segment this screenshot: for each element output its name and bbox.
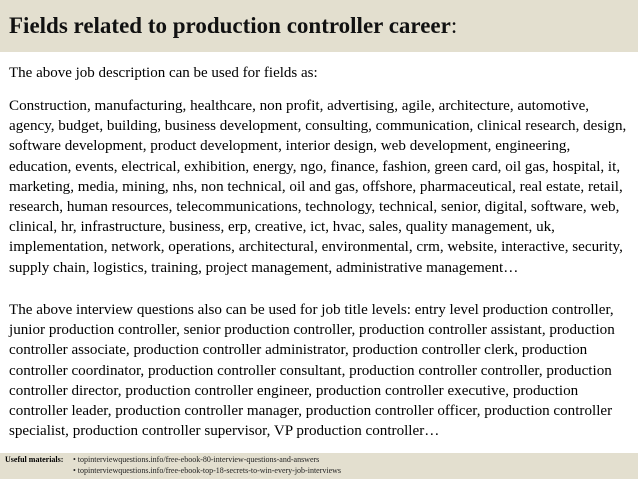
footer-link[interactable]: • topinterviewquestions.info/free-ebook-top-18-secrets-to-win-every-job-interviews bbox=[73, 466, 342, 475]
job-levels-paragraph: The above interview questions also can be used for job title levels: entry level production controller, junior production controller, senior production controller, production controller assistant, production controller associate, production controller administrator, production controller clerk, production controller coordinator, production controller consultant, production controller controller, production controller director, production controller engineer, production controller executive, production controller leader, production controller manager, production controller officer, production controller specialist, production controller supervisor, VP production controller… bbox=[9, 302, 615, 440]
footer-link[interactable]: • topinterviewquestions.info/free-ebook-80-interview-questions-and-answers bbox=[73, 455, 320, 464]
slide-title bbox=[9, 13, 457, 39]
fields-paragraph: Construction, manufacturing, healthcare, non profit, advertising, agile, architecture, automotive, agency, budget, building, business development, consulting, communication, clinical research, design, software development, product development, interior design, web development, engineering, education, events, electrical, exhibition, energy, ngo, finance, fashion, green card, oil gas, hospital, it, marketing, media, mining, nhs, non technical, oil and gas, offshore, pharmaceutical, real estate, retail, research, human resources, telecommunications, technology, technical, senior, digital, software, web, clinical, hr, infrastructure, business, erp, creative, ict, hvac, sales, quality management, uk, implementation, network, operations, architectural, environmental, crm, website, interactive, security, supply chain, logistics, training, project management, administrative management… bbox=[9, 98, 627, 276]
title-bar bbox=[0, 0, 638, 52]
useful-materials-label: Useful materials: bbox=[5, 455, 64, 464]
footer-bar bbox=[0, 453, 638, 479]
slide-title-colon: : bbox=[450, 13, 458, 38]
slide-title-text: Fields related to production controller career bbox=[9, 13, 451, 38]
intro-text: The above job description can be used for fields as: bbox=[9, 65, 318, 81]
